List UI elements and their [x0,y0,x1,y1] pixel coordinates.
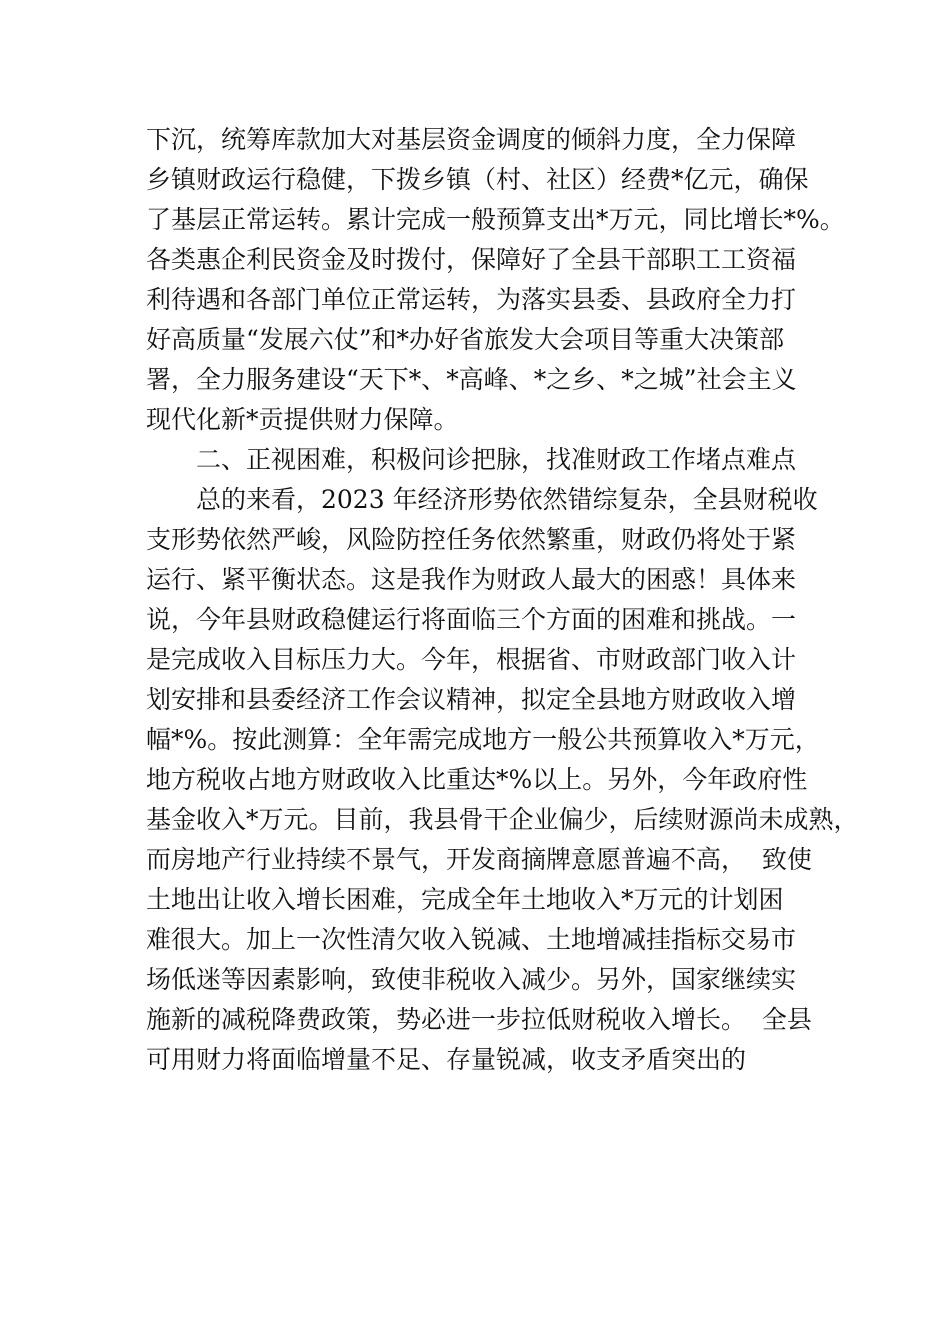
paragraph-line: 难很大。加上一次性清欠收入锐减、土地增减挂指标交易市 [146,925,797,954]
paragraph-line: 场低迷等因素影响，致使非税收入减少。另外，国家继续实 [146,965,797,994]
paragraph-line: 乡镇财政运行稳健，下拨乡镇（村、社区）经费*亿元，确保 [146,165,809,194]
paragraph-line: 基金收入*万元。目前，我县骨干企业偏少，后续财源尚未成熟， [146,805,859,834]
document-body [146,120,859,1080]
paragraph-line: 各类惠企利民资金及时拨付，保障好了全县干部职工工资福 [146,245,797,274]
paragraph-line: 利待遇和各部门单位正常运转，为落实县委、县政府全力打 [146,285,797,314]
paragraph-line: 可用财力将面临增量不足、存量锐减，收支矛盾突出的 [146,1045,747,1074]
paragraph-line: 幅*%。按此测算：全年需完成地方一般公共预算收入*万元， [146,725,820,754]
paragraph-line: 是完成收入目标压力大。今年，根据省、市财政部门收入计 [146,645,797,674]
paragraph-line: 运行、紧平衡状态。这是我作为财政人最大的困惑！具体来 [146,565,797,594]
paragraph-line: 支形势依然严峻，风险防控任务依然繁重，财政仍将处于紧 [146,525,797,554]
paragraph-line: 划安排和县委经济工作会议精神，拟定全县地方财政收入增 [146,685,797,714]
paragraph-line: 了基层正常运转。累计完成一般预算支出*万元，同比增长*%。 [146,205,845,234]
section-heading: 二、正视困难，积极问诊把脉，找准财政工作堵点难点 [196,445,797,474]
paragraph-line: 而房地产行业持续不景气，开发商摘牌意愿普遍不高， 致使 [146,845,812,874]
paragraph-line: 施新的减税降费政策，势必进一步拉低财税收入增长。 全县 [146,1005,812,1034]
paragraph-line: 总的来看，2023 年经济形势依然错综复杂，全县财税收 [196,485,818,514]
paragraph-line: 现代化新*贡提供财力保障。 [146,405,459,434]
paragraph-line: 土地出让收入增长困难，完成全年土地收入*万元的计划困 [146,885,784,914]
paragraph-line: 好高质量“发展六仗”和*办好省旅发大会项目等重大决策部 [146,325,785,354]
paragraph-line: 说，今年县财政稳健运行将面临三个方面的困难和挑战。一 [146,605,797,634]
paragraph-1 [146,120,846,440]
paragraph-line: 地方税收占地方财政收入比重达*%以上。另外，今年政府性 [146,765,808,794]
paragraph-line: 下沉，统筹库款加大对基层资金调度的倾斜力度，全力保障 [146,125,797,154]
paragraph-2 [146,480,859,1080]
paragraph-line: 署，全力服务建设“天下*、*高峰、*之乡、*之城”社会主义 [146,365,797,394]
